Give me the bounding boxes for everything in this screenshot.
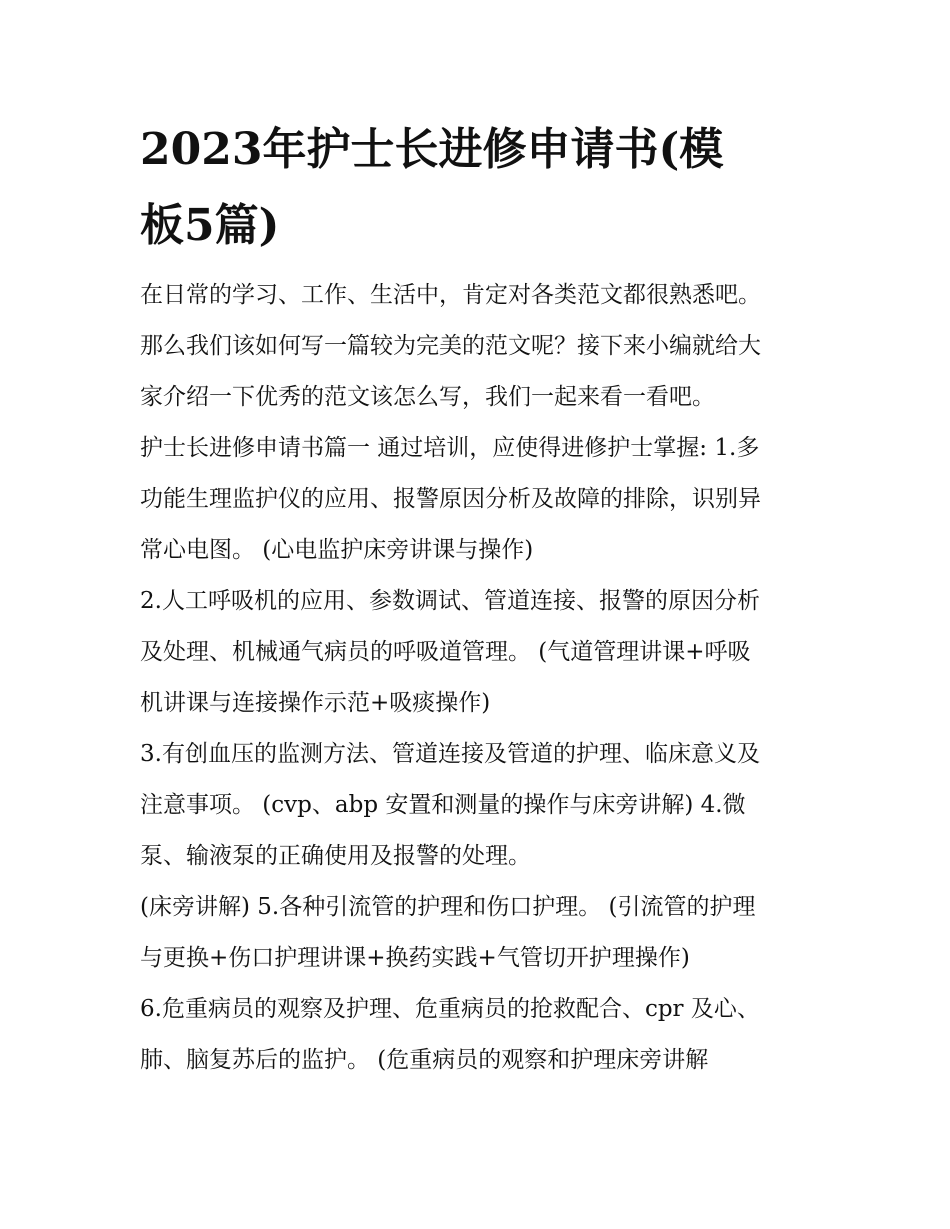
body-line: 3.有创血压的监测方法、管道连接及管道的护理、临床意义及	[140, 741, 760, 767]
body-line: 2.人工呼吸机的应用、参数调试、管道连接、报警的原因分析	[140, 588, 760, 614]
body-line: (床旁讲解) 5.各种引流管的护理和伤口护理。 (引流管的护理	[140, 894, 756, 920]
body-line: 常心电图。 (心电监护床旁讲课与操作)	[140, 537, 534, 563]
document-title	[140, 112, 820, 264]
document-body	[140, 270, 820, 1086]
body-line: 及处理、机械通气病员的呼吸道管理。 (气道管理讲课+呼吸	[140, 639, 751, 665]
title-line-2: 板5篇)	[140, 200, 280, 251]
body-line: 与更换+伤口护理讲课+换药实践+气管切开护理操作)	[140, 945, 690, 971]
document-page	[140, 112, 820, 1086]
body-line: 机讲课与连接操作示范+吸痰操作)	[140, 690, 491, 716]
body-line: 泵、输液泵的正确使用及报警的处理。	[140, 843, 531, 869]
body-line: 在日常的学习、工作、生活中，肯定对各类范文都很熟悉吧。	[140, 282, 761, 308]
body-line: 肺、脑复苏后的监护。 (危重病员的观察和护理床旁讲解	[140, 1047, 709, 1073]
body-line: 6.危重病员的观察及护理、危重病员的抢救配合、cpr 及心、	[140, 996, 760, 1022]
body-line: 那么我们该如何写一篇较为完美的范文呢？接下来小编就给大	[140, 333, 761, 359]
body-line: 家介绍一下优秀的范文该怎么写，我们一起来看一看吧。	[140, 384, 715, 410]
body-line: 注意事项。 (cvp、abp 安置和测量的操作与床旁讲解) 4.微	[140, 792, 746, 818]
title-line-1: 2023年护士长进修申请书(模	[140, 124, 724, 175]
body-line: 护士长进修申请书篇一 通过培训，应使得进修护士掌握: 1.多	[140, 435, 760, 461]
body-line: 功能生理监护仪的应用、报警原因分析及故障的排除，识别异	[140, 486, 761, 512]
